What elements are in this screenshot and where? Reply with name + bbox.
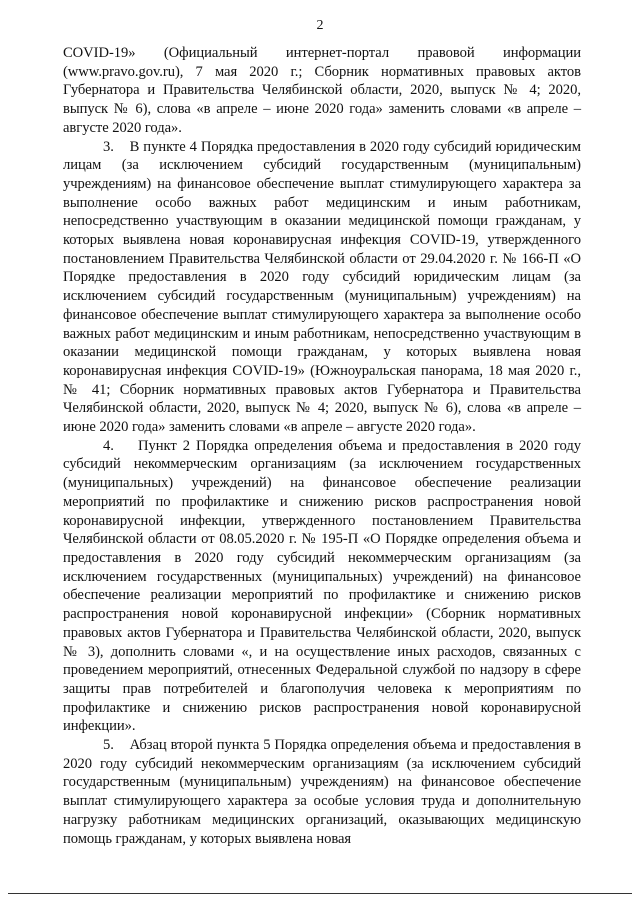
paragraph-continuation: COVID-19» (Официальный интернет-портал правовой информации (www.pravo.gov.ru), 7 мая 2020 г.; Сборник нормативных правовых актов Губернатора и Правительства Челябинской области, 2020, выпуск № 4; 2020, выпуск № 6), слова «в апреле – июне 2020 года» заменить словами «в апреле – августе 2020 года».	[63, 45, 581, 136]
page-number: 2	[316, 18, 324, 33]
paragraph-item-3: 3. В пункте 4 Порядка предоставления в 2020 году субсидий юридическим лицам (за исключением субсидий государственным (муниципальным) учреждениям) на финансовое обеспечение выплат стимулирующего характера за выполнение особо важных работ медицинским и иным работникам, непосредственно участвующим в оказании медицинской помощи гражданам, у которых выявлена новая коронавирусная инфекция COVID-19, утвержденного постановлением Правительства Челябинской области от 29.04.2020 г. № 166-П «О Порядке предоставления в 2020 году субсидий юридическим лицам (за исключением субсидий государственным (муниципальным) учреждениям) на финансовое обеспечение выплат стимулирующего характера за выполнение особо важных работ медицинским и иным работникам, непосредственно участвующим в оказании медицинской помощи гражданам, у которых выявлена новая коронавирусная инфекция COVID-19» (Южноуральская панорама, 18 мая 2020 г., № 41; Сборник нормативных правовых актов Губернатора и Правительства Челябинской области, 2020, выпуск № 4; 2020, выпуск № 6), слова «в апреле – июне 2020 года» заменить словами «в апреле – августе 2020 года».	[63, 138, 581, 436]
paragraph-item-5: 5. Абзац второй пункта 5 Порядка определения объема и предоставления в 2020 году субсидий некоммерческим организациям (за исключением субсидий государственным (муниципальным) учреждениям) на финансовое обеспечение выплат стимулирующего характера за особые условия труда и дополнительную нагрузку работникам медицинских организаций, оказывающих медицинскую помощь гражданам, у которых выявлена новая	[63, 737, 581, 847]
paragraph-item-4: 4. Пункт 2 Порядка определения объема и предоставления в 2020 году субсидий некоммерческим организациям (за исключением государственных (муниципальных) учреждений) на финансовое обеспечение реализации мероприятий по профилактике и снижению рисков распространения новой коронавирусной инфекции, утвержденного постановлением Правительства Челябинской области от 08.05.2020 г. № 195-П «О Порядке определения объема и предоставления в 2020 году субсидий некоммерческим организациям (за исключением государственных (муниципальных) учреждений) на финансовое обеспечение реализации мероприятий по профилактике и снижению рисков распространения новой коронавирусной инфекции» (Сборник нормативных правовых актов Губернатора и Правительства Челябинской области, 2020, выпуск № 3), дополнить словами «, и на осуществление иных расходов, связанных с проведением мероприятий, отнесенных Федеральной службой по надзору в сфере защиты прав потребителей и благополучия человека к мероприятиям по профилактике и снижению рисков распространения новой коронавирусной инфекции».	[63, 437, 581, 735]
footer-divider	[8, 893, 632, 894]
document-body	[63, 44, 581, 848]
